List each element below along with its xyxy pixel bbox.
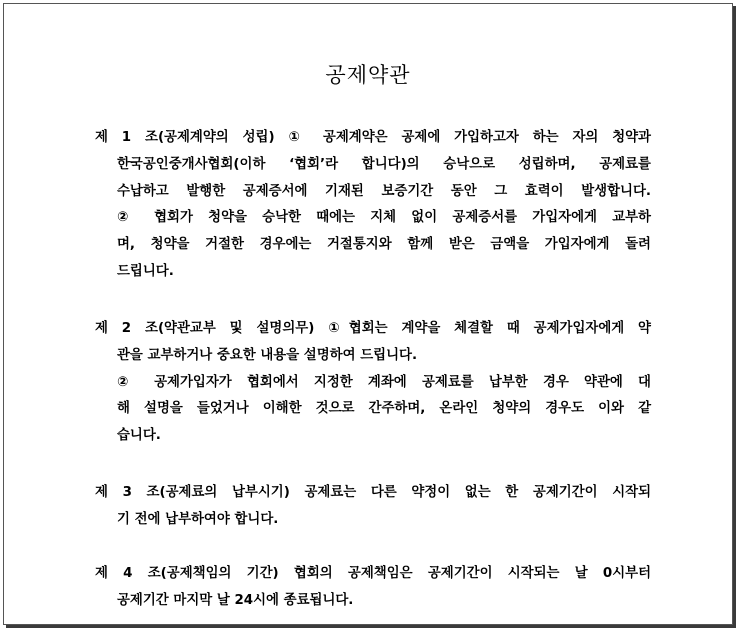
article-4 [95, 561, 651, 615]
article-1 [95, 125, 651, 286]
article-1-line-3: 수납하고 발행한 공제증서에 기재된 보증기간 동안 그 효력이 발생합니다. [117, 183, 651, 199]
article-2-line-4: 해 설명을 들었거나 이해한 것으로 간주하며, 온라인 청약의 경우도 이와 같 [117, 401, 651, 417]
article-2-line-2: 관을 교부하거나 중요한 내용을 설명하여 드립니다. [117, 347, 418, 363]
article-2-line-3: ② 공제가입자가 협회에서 지정한 계좌에 공제료를 납부한 경우 약관에 대 [117, 374, 651, 390]
article-2-line-1: 제 2 조(약관교부 및 설명의무) ①협회는 계약을 체결할 때 공제가입자에게 약 [95, 321, 651, 336]
article-3 [95, 480, 651, 534]
article-1-line-2: 한국공인중개사협회(이하 ‘협회’라 합니다)의 승낙으로 성립하며, 공제료를 [117, 156, 651, 172]
article-4-line-1: 제 4 조(공제책임의 기간) 협회의 공제책임은 공제기간이 시작되는 날 0시부터 [95, 566, 651, 581]
article-1-line-6: 드립니다. [117, 263, 174, 279]
article-1-line-1: 제 1 조(공제계약의 성립) ① 공제계약은 공제에 가입하고자 하는 자의 청약과 [95, 130, 651, 145]
document-page [3, 3, 733, 625]
article-3-line-1: 제 3 조(공제료의 납부시기) 공제료는 다른 약정이 없는 한 공제기간이 시작되 [95, 485, 651, 500]
article-2-line-5: 습니다. [117, 428, 161, 444]
document-title: 공제약관 [325, 63, 411, 87]
article-4-line-2: 공제기간 마지막 날 24시에 종료됩니다. [117, 592, 354, 608]
article-2 [95, 316, 651, 450]
article-3-line-2: 기 전에 납부하여야 합니다. [117, 511, 279, 527]
article-1-line-5: 며, 청약을 거절한 경우에는 거절통지와 함께 받은 금액을 가입자에게 돌려 [117, 237, 651, 253]
article-1-line-4: ② 협회가 청약을 승낙한 때에는 지체 없이 공제증서를 가입자에게 교부하 [117, 210, 651, 226]
